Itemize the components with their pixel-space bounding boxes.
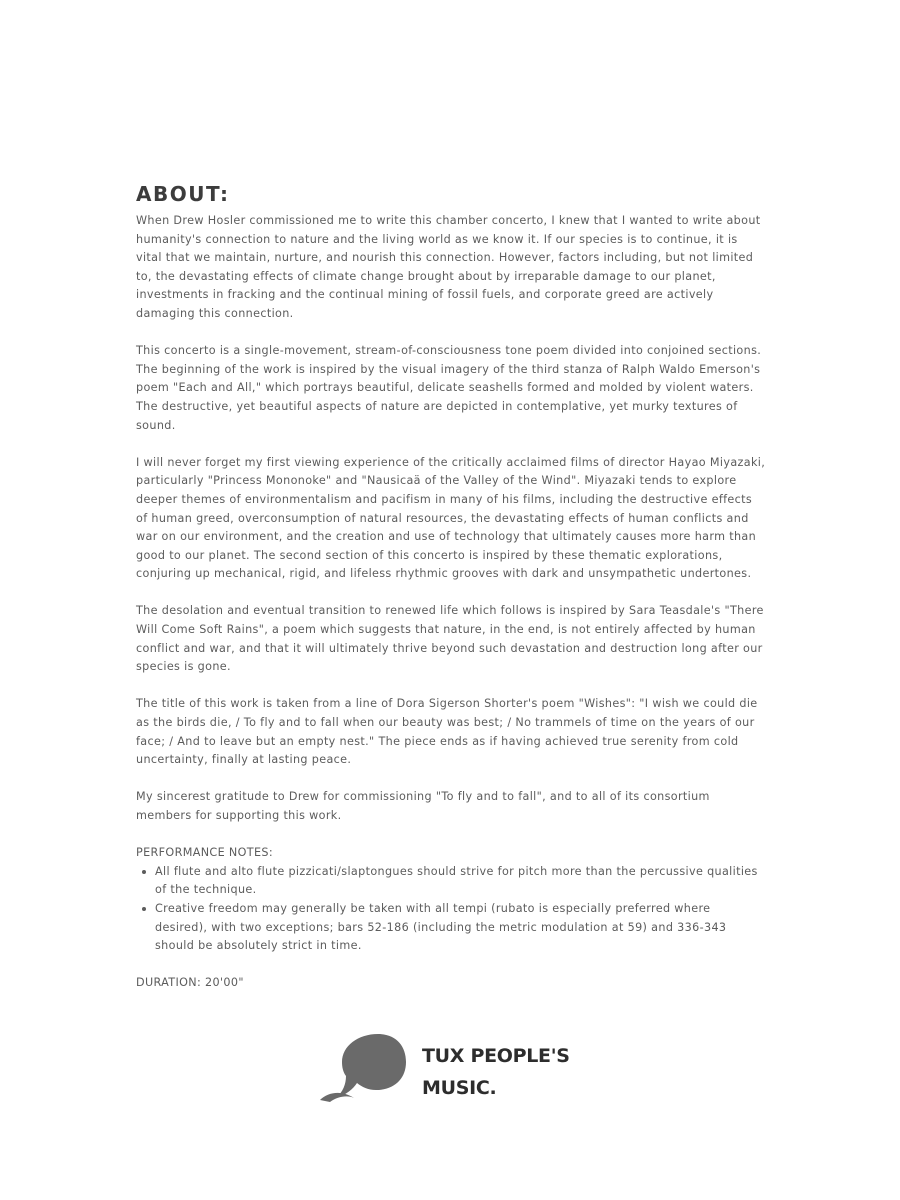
logo-line-2-text: MUSIC — [422, 1077, 490, 1099]
duration-text: DURATION: 20'00" — [136, 976, 244, 990]
paragraph-miyazaki: I will never forget my first viewing experience of the critically acclaimed films of director Hayao Miyazaki, particularly "Princess Mononoke" and "Nausicaä of the Valley of the Wind". Miyazaki tends to explore deeper themes of environmentalism and pacifism in many of his films, including the destructive effects of human greed, overconsumption of natural resources, the devastating effects of human conflicts and war on our environment, and the creation and use of technology that ultimately causes more harm than good to our planet. The second section of this concerto is inspired by these thematic explorations, conjuring up mechanical, rigid, and lifeless rhythmic grooves with dark and unsympathetic undertones. — [136, 455, 766, 581]
performance-note-item: All flute and alto flute pizzicati/slaptongues should strive for pitch more than the percussive qualities of the technique. — [155, 863, 766, 900]
paragraph-title-source: The title of this work is taken from a line of Dora Sigerson Shorter's poem "Wishes": "I wish we could die as the birds die, / To fly and to fall when our beauty was best; / No trammels of time on the years of our face; / And to leave but an empty nest." The piece ends as if having achieved true serenity from cold uncertainty, finally at lasting peace. — [136, 697, 758, 767]
logo-wordmark — [422, 1040, 570, 1104]
speech-bubble-logo-icon — [318, 1032, 418, 1112]
about-section — [136, 180, 766, 993]
logo-dot: . — [489, 1077, 497, 1099]
performance-notes-title: PERFORMANCE NOTES: — [136, 846, 273, 860]
paragraph-teasdale: The desolation and eventual transition to renewed life which follows is inspired by Sara Teasdale's "There Will Come Soft Rains", a poem which suggests that nature, in the end, is not entirely affected by human conflict and war, and that it will ultimately thrive beyond such devastation and destruction long after our species is gone. — [136, 604, 764, 674]
logo-line-2 — [422, 1072, 570, 1104]
logo-line-1: TUX PEOPLE'S — [422, 1045, 570, 1067]
publisher-logo — [318, 1032, 598, 1112]
paragraph-gratitude: My sincerest gratitude to Drew for commissioning "To fly and to fall", and to all of its consortium members for supporting this work. — [136, 790, 710, 822]
about-heading: ABOUT: — [136, 182, 230, 206]
performance-note-item: Creative freedom may generally be taken with all tempi (rubato is especially preferred where desired), with two exceptions; bars 52-186 (including the metric modulation at 59) and 336-343 should be absolutely strict in time. — [155, 900, 766, 956]
paragraph-commission: When Drew Hosler commissioned me to write this chamber concerto, I knew that I wanted to write about humanity's connection to nature and the living world as we know it. If our species is to continue, it is vital that we maintain, nurture, and nourish this connection. However, factors including, but not limited to, the devastating effects of climate change brought about by irreparable damage to our planet, investments in fracking and the continual mining of fossil fuels, and corporate greed are actively damaging this connection. — [136, 214, 761, 320]
paragraph-structure: This concerto is a single-movement, stream-of-consciousness tone poem divided into conjoined sections. The beginning of the work is inspired by the visual imagery of the third stanza of Ralph Waldo Emerson's poem "Each and All," which portrays beautiful, delicate seashells formed and molded by violent waters. The destructive, yet beautiful aspects of nature are depicted in contemplative, yet murky textures of sound. — [136, 344, 762, 432]
performance-notes-list — [136, 863, 766, 956]
